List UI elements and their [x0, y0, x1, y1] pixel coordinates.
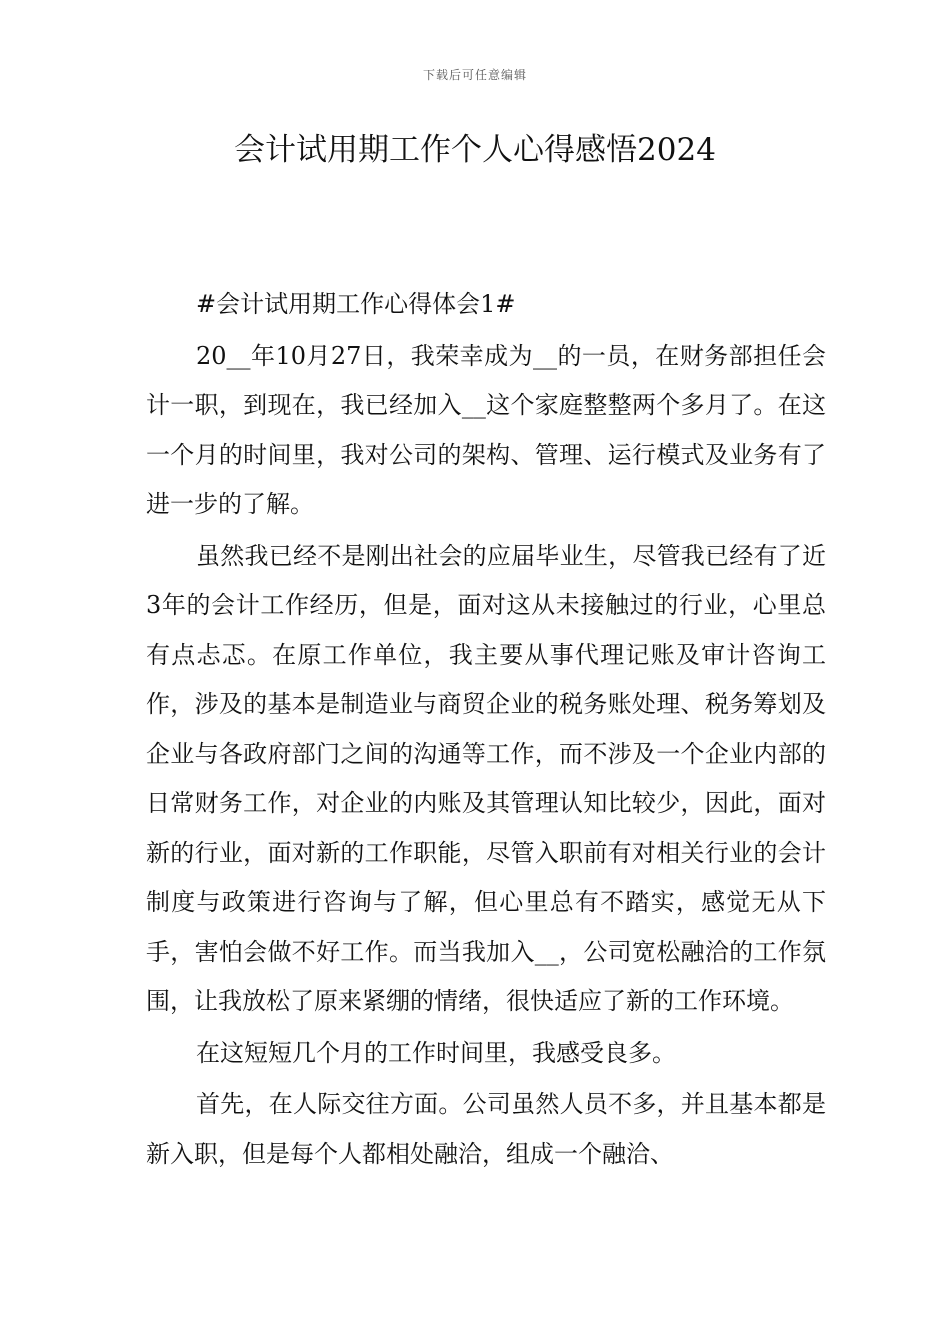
- paragraph: 首先，在人际交往方面。公司虽然人员不多，并且基本都是新入职，但是每个人都相处融洽，组成一个融洽、: [146, 1090, 826, 1168]
- paragraph: 虽然我已经不是刚出社会的应届毕业生，尽管我已经有了近3年的会计工作经历，但是，面对这从未接触过的行业，心里总有点忐忑。在原工作单位，我主要从事代理记账及审计咨询工作，涉及的基本是制造业与商贸企业的税务账处理、税务筹划及企业与各政府部门之间的沟通等工作，而不涉及一个企业内部的日常财务工作，对企业的内账及其管理认知比较少，因此，面对新的行业，面对新的工作职能，尽管入职前有对相关行业的会计制度与政策进行咨询与了解，但心里总有不踏实，感觉无从下手，害怕会做不好工作。而当我加入__，公司宽松融洽的工作氛围，让我放松了原来紧绷的情绪，很快适应了新的工作环境。: [146, 541, 826, 1015]
- header-note: 下载后可任意编辑: [422, 68, 527, 82]
- paragraph: 20__年10月27日，我荣幸成为__的一员，在财务部担任会计一职，到现在，我已经加入__这个家庭整整两个多月了。在这一个月的时间里，我对公司的架构、管理、运行模式及业务有了进一步的了解。: [146, 341, 826, 518]
- paragraph: 在这短短几个月的工作时间里，我感受良多。: [196, 1038, 676, 1067]
- document-body: [146, 280, 826, 1181]
- section-heading: #会计试用期工作心得体会1#: [196, 290, 516, 318]
- document-title: 会计试用期工作个人心得感悟2024: [234, 132, 716, 168]
